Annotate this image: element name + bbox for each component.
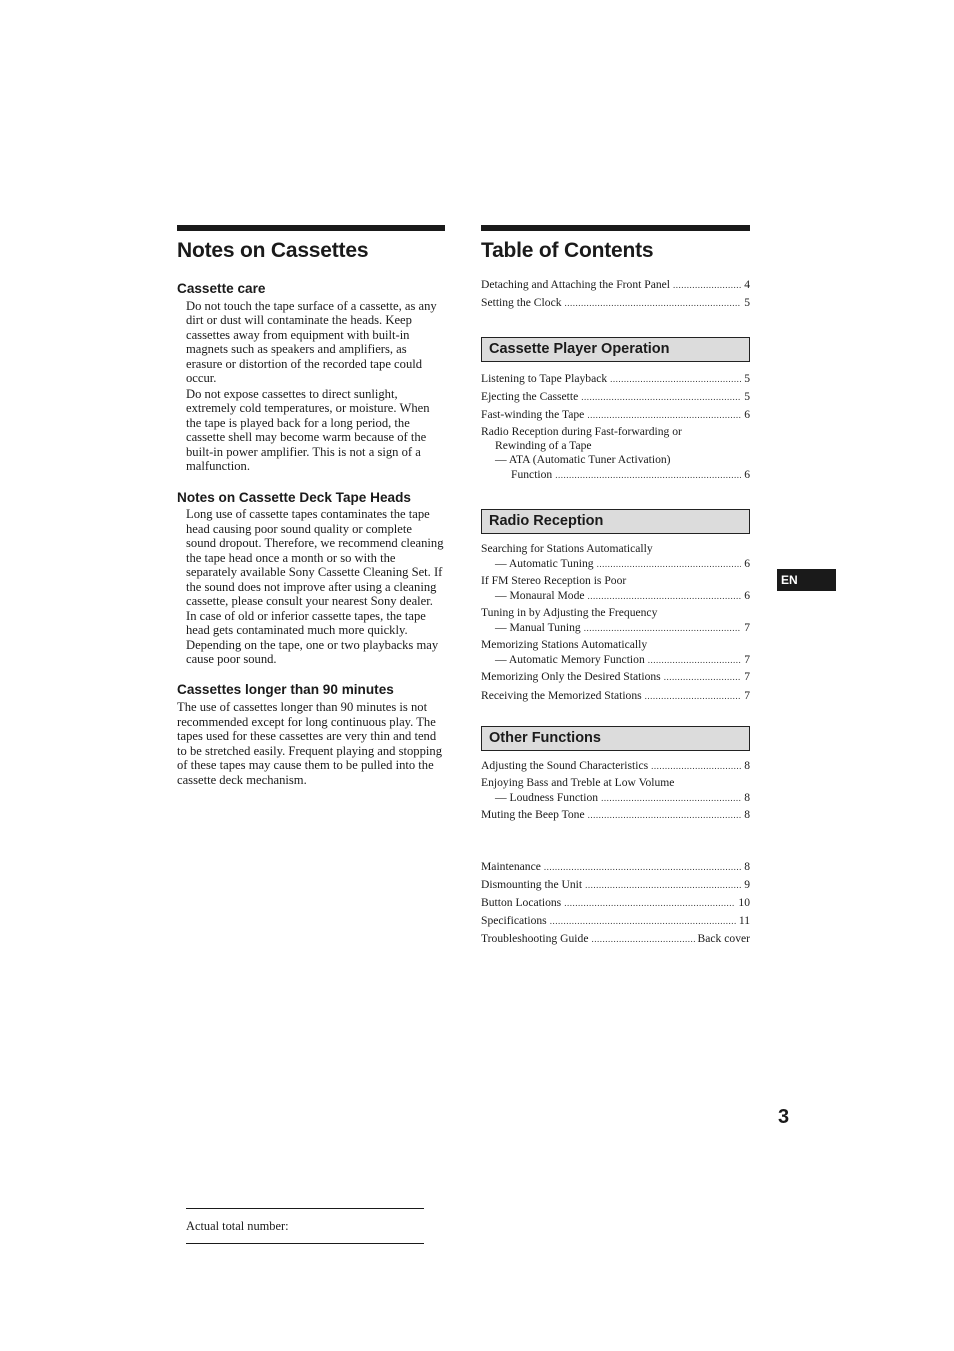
section-heading: Notes on Cassette Deck Tape Heads <box>177 490 411 506</box>
toc-line: Rewinding of a Tape <box>495 439 592 452</box>
paragraph: Do not expose cassettes to direct sunlight, extremely cold temperatures, or moisture. When the tape is played back for a long period, the cassette shell may become warm because of the built-in power amplifier. This is not a sign of a malfunction. <box>186 386 430 473</box>
toc-line: Memorizing Stations Automatically <box>481 638 648 651</box>
toc-entry[interactable]: Muting the Beep Tone ..... 8 <box>481 807 750 823</box>
toc-entry-multiline[interactable] <box>481 574 750 604</box>
toc-intro-group <box>481 277 750 311</box>
cassette-care-section <box>177 280 445 473</box>
toc-entry[interactable]: Ejecting the Cassette ..... 5 <box>481 389 750 405</box>
toc-line: — Automatic Memory Function ..... 7 <box>481 652 750 668</box>
notes-on-cassettes-column <box>177 225 445 787</box>
toc-entry[interactable]: Detaching and Attaching the Front Panel ..... 4 <box>481 277 750 293</box>
footer-count-box <box>186 1208 424 1244</box>
toc-line: — Manual Tuning ..... 7 <box>481 620 750 636</box>
toc-line: — Monaural Mode ..... 6 <box>481 588 750 604</box>
paragraph: Do not touch the tape surface of a cassette, as any dirt or dust will contaminate the heads. Keep cassettes away from equipment with built-in magnets such as speakers and amplifiers, as erasure or distortion of the recorded tape could occur. <box>186 299 437 386</box>
divider <box>186 1243 424 1244</box>
section-heading: Cassette care <box>177 281 266 296</box>
language-tab: EN <box>777 569 836 591</box>
toc-entry[interactable]: Setting the Clock ..... 5 <box>481 295 750 311</box>
toc-section-box-other: Other Functions <box>481 726 750 751</box>
toc-section-box-cassette: Cassette Player Operation <box>481 337 750 362</box>
toc-line: Function ..... 6 <box>481 467 750 483</box>
toc-misc-group <box>481 859 750 947</box>
tape-heads-section <box>177 489 445 666</box>
toc-entry[interactable]: Button Locations ..... 10 <box>481 895 750 911</box>
section-rule <box>177 225 445 231</box>
page-number: 3 <box>778 1106 790 1128</box>
toc-entry[interactable]: Specifications ..... 11 <box>481 913 750 929</box>
toc-title: Table of Contents <box>481 239 654 262</box>
toc-entry-multiline[interactable] <box>481 776 750 806</box>
toc-cassette-group <box>481 371 750 483</box>
notes-title: Notes on Cassettes <box>177 239 369 262</box>
toc-entry[interactable]: Receiving the Memorized Stations ..... 7 <box>481 688 750 704</box>
footer-label: Actual total number: <box>186 1219 289 1233</box>
section-rule <box>481 225 750 231</box>
toc-entry[interactable]: Dismounting the Unit ..... 9 <box>481 877 750 893</box>
toc-line: Enjoying Bass and Treble at Low Volume <box>481 776 675 789</box>
toc-entry[interactable]: Fast-winding the Tape ..... 6 <box>481 407 750 423</box>
table-of-contents-column <box>481 225 750 947</box>
toc-line: If FM Stereo Reception is Poor <box>481 574 627 587</box>
toc-line: — Loudness Function ..... 8 <box>481 790 750 806</box>
long-cassettes-section <box>177 681 445 787</box>
toc-entry-multiline[interactable] <box>481 638 750 668</box>
toc-radio-group <box>481 542 750 704</box>
toc-entry[interactable]: Listening to Tape Playback ..... 5 <box>481 371 750 387</box>
toc-entry-multiline[interactable] <box>481 606 750 636</box>
toc-line: Radio Reception during Fast-forwarding or <box>481 425 682 438</box>
toc-entry-multiline[interactable] <box>481 425 750 483</box>
paragraph: Long use of cassette tapes contaminates the tape head causing poor sound quality or complete sound dropout. Therefore, we recommend cleaning the tape head once a month or so with the separately available Sony Cassette Cleaning Set. If the sound does not improve after using a cleaning cassette, please consult your nearest Sony dealer. <box>186 507 444 609</box>
paragraph: In case of old or inferior cassette tapes, the tape head gets contaminated much more quickly. Depending on the tape, one or two playbacks may cause poor sound. <box>186 608 439 666</box>
divider <box>186 1208 424 1209</box>
toc-line: — Automatic Tuning ..... 6 <box>481 556 750 572</box>
toc-line: Tuning in by Adjusting the Frequency <box>481 606 658 619</box>
toc-entry[interactable]: Troubleshooting Guide ..... Back cover <box>481 931 750 947</box>
section-heading: Cassettes longer than 90 minutes <box>177 682 394 698</box>
toc-entry[interactable]: Maintenance ..... 8 <box>481 859 750 875</box>
toc-entry-multiline[interactable] <box>481 542 750 572</box>
paragraph: The use of cassettes longer than 90 minutes is not recommended except for long continuous play. The tapes used for these cassettes are very thin and tend to be stretched easily. Frequent playing and stopping of these tapes may cause them to be pulled into the cassette deck mechanism. <box>177 700 442 787</box>
toc-entry[interactable]: Memorizing Only the Desired Stations ..... 7 <box>481 669 750 685</box>
toc-other-group <box>481 758 750 823</box>
toc-line: Searching for Stations Automatically <box>481 542 653 555</box>
toc-section-box-radio: Radio Reception <box>481 509 750 534</box>
toc-entry[interactable]: Adjusting the Sound Characteristics ..... 8 <box>481 758 750 774</box>
toc-line: — ATA (Automatic Tuner Activation) <box>495 453 671 466</box>
